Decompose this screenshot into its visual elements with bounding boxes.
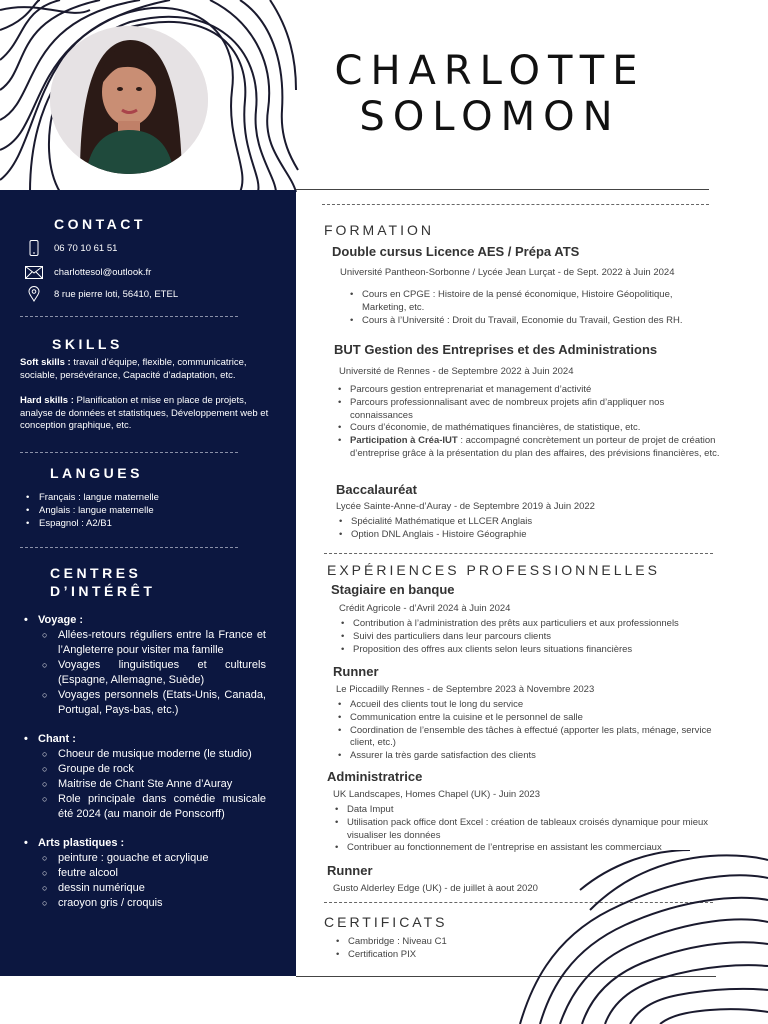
list-item: • Suivi des particuliers dans leur parcours clients xyxy=(339,631,719,644)
interests-list xyxy=(22,613,266,925)
interest-category-title: • Arts plastiques : xyxy=(22,836,266,851)
list-item: • Certification PIX xyxy=(334,949,574,962)
sidebar xyxy=(0,190,296,976)
contact-address xyxy=(24,286,178,302)
bold-item-text: : accompagné concrètement un porteur de projet de création d’entreprise grâce à la présentation du plan des affaires, des prévisions financières, etc. xyxy=(350,435,720,459)
list-item: • Cours en CPGE : Histoire de la pensé économique, Histoire Géopolitique, Marketing, etc. xyxy=(348,289,710,315)
experience-entry-sub: UK Landscapes, Homes Chapel (UK) - Juin 2023 xyxy=(333,789,540,800)
sidebar-divider xyxy=(20,452,238,453)
person-name xyxy=(300,48,680,140)
list-item: ○ Groupe de rock xyxy=(42,762,266,777)
hard-skills-text: Planification et mise en place de projets, analyse de données et statistiques, Développement web et conception graphique, etc. xyxy=(20,395,269,431)
experience-entry-list xyxy=(336,699,716,763)
formation-entry-list xyxy=(336,384,720,461)
list-item: • Espagnol : A2/B1 xyxy=(24,517,264,530)
formation-entry-list xyxy=(348,289,710,327)
experience-entry-list xyxy=(333,804,715,855)
experience-entry-title: Stagiaire en banque xyxy=(331,582,455,597)
contour-lines-bottom-decoration xyxy=(510,850,768,1024)
list-item: • Contribuer au fonctionnement de l’entreprise en assistant les commerciaux xyxy=(333,842,715,855)
profile-photo-illustration xyxy=(50,26,208,174)
list-item: ○ Allées-retours réguliers entre la France et l’Angleterre pour visiter ma famille xyxy=(42,628,266,658)
list-item: ○ peinture : gouache et acrylique xyxy=(42,851,266,866)
soft-skills xyxy=(20,357,278,382)
soft-skills-label: Soft skills : xyxy=(20,357,71,368)
formation-entry-title: Baccalauréat xyxy=(336,482,417,497)
list-item: • Assurer la très garde satisfaction des clients xyxy=(336,750,716,763)
interest-voyage xyxy=(22,613,266,718)
list-item xyxy=(336,435,720,461)
hard-skills-label: Hard skills : xyxy=(20,395,74,406)
interest-category-title: • Voyage : xyxy=(22,613,266,628)
experience-entry-sub: Le Piccadilly Rennes - de Septembre 2023 à Novembre 2023 xyxy=(336,684,595,695)
list-item: ○ Voyages personnels (Etats-Unis, Canada, Portugal, Pays-bas, etc.) xyxy=(42,688,266,718)
sidebar-divider xyxy=(20,547,238,548)
list-item: • Proposition des offres aux clients selon leurs situations financières xyxy=(339,644,719,657)
list-item: ○ dessin numérique xyxy=(42,881,266,896)
experience-entry-sub: Gusto Alderley Edge (UK) - de juillet à aout 2020 xyxy=(333,883,538,894)
formation-entry-sub: Lycée Sainte-Anne-d’Auray - de Septembre 2019 à Juin 2022 xyxy=(336,501,595,512)
formation-entry-sub: Université Pantheon-Sorbonne / Lycée Jean Lurçat - de Sept. 2022 à Juin 2024 xyxy=(340,267,675,278)
list-item: ○ Voyages linguistiques et culturels (Espagne, Allemagne, Suède) xyxy=(42,658,266,688)
interest-chant xyxy=(22,732,266,822)
experience-entry-title: Administratrice xyxy=(327,769,423,784)
bold-item-label: Participation à Créa-IUT xyxy=(350,435,458,447)
interest-category-title: • Chant : xyxy=(22,732,266,747)
languages-heading: LANGUES xyxy=(50,465,143,481)
experience-entry-title: Runner xyxy=(333,664,379,679)
formation-entry-title: BUT Gestion des Entreprises et des Administrations xyxy=(334,342,658,357)
list-item: • Coordination de l’ensemble des tâches à effectué (apporter les plats, ménage, service client, etc.) xyxy=(336,725,716,751)
list-item: ○ Maitrise de Chant Ste Anne d’Auray xyxy=(42,777,266,792)
list-item: • Option DNL Anglais - Histoire Géographie xyxy=(337,529,697,542)
sidebar-divider xyxy=(20,316,238,317)
list-item: • Communication entre la cuisine et le personnel de salle xyxy=(336,712,716,725)
section-divider xyxy=(324,553,713,554)
list-item: • Utilisation pack office dont Excel : création de tableaux croisés dynamique pour mieux visualiser les données xyxy=(333,817,715,843)
phone-number[interactable]: 06 70 10 61 51 xyxy=(54,242,118,254)
certificats-heading: CERTIFICATS xyxy=(324,914,448,930)
phone-icon xyxy=(24,240,44,256)
list-item: • Accueil des clients tout le long du service xyxy=(336,699,716,712)
contact-email xyxy=(24,264,151,280)
location-pin-icon xyxy=(24,286,44,302)
skills-heading: SKILLS xyxy=(52,336,123,352)
list-item: ○ craoyon gris / croquis xyxy=(42,896,266,911)
header-divider xyxy=(296,189,709,190)
list-item: • Cambridge : Niveau C1 xyxy=(334,936,574,949)
list-item: • Parcours professionnalisant avec de nombreux projets afin d’appliquer nos connaissances xyxy=(336,397,720,423)
list-item: • Anglais : langue maternelle xyxy=(24,504,264,517)
header-dashed-divider xyxy=(322,204,709,205)
experience-entry-title: Runner xyxy=(327,863,373,878)
list-item: ○ feutre alcool xyxy=(42,866,266,881)
formation-entry-list xyxy=(337,516,697,542)
interests-heading xyxy=(50,564,155,600)
list-item: • Parcours gestion entreprenariat et management d’activité xyxy=(336,384,720,397)
interests-heading-line2: D’INTÉRÊT xyxy=(50,583,156,599)
list-item: • Cours à l’Université : Droit du Travail, Economie du Travail, Gestion des RH. xyxy=(348,315,710,328)
formation-entry-sub: Université de Rennes - de Septembre 2022 à Juin 2024 xyxy=(339,366,574,377)
list-item: • Français : langue maternelle xyxy=(24,491,264,504)
interest-arts xyxy=(22,836,266,911)
experience-entry-sub: Crédit Agricole - d’Avril 2024 à Juin 2024 xyxy=(339,603,511,614)
profile-photo xyxy=(50,26,208,174)
experience-heading: EXPÉRIENCES PROFESSIONNELLES xyxy=(327,562,660,578)
contact-phone xyxy=(24,240,117,256)
formation-entry-title: Double cursus Licence AES / Prépa ATS xyxy=(332,244,580,259)
email-address[interactable]: charlottesol@outlook.fr xyxy=(54,266,152,278)
interests-heading-line1: CENTRES xyxy=(50,565,142,581)
mail-icon xyxy=(24,264,44,280)
formation-heading: FORMATION xyxy=(324,222,434,238)
hard-skills xyxy=(20,395,278,433)
experience-entry-list xyxy=(339,618,719,656)
name-last: SOLOMON xyxy=(359,94,621,140)
list-item: • Cours d’économie, de mathématiques financières, de statistique, etc. xyxy=(336,422,720,435)
postal-address: 8 rue pierre loti, 56410, ETEL xyxy=(54,288,179,300)
list-item: ○ Choeur de musique moderne (le studio) xyxy=(42,747,266,762)
list-item: ○ Role principale dans comédie musicale été 2024 (au manoir de Ponscorff) xyxy=(42,792,266,822)
languages-list xyxy=(24,491,264,530)
list-item: • Spécialité Mathématique et LLCER Anglais xyxy=(337,516,697,529)
list-item: • Data Imput xyxy=(333,804,715,817)
soft-skills-text: travail d’équipe, flexible, communicatrice, sociable, persévérance, Capacité d’adaptation, etc. xyxy=(20,357,247,381)
list-item: • Contribution à l’administration des prêts aux particuliers et aux professionnels xyxy=(339,618,719,631)
contact-heading: CONTACT xyxy=(54,216,146,232)
name-first: CHARLOTTE xyxy=(334,48,646,94)
